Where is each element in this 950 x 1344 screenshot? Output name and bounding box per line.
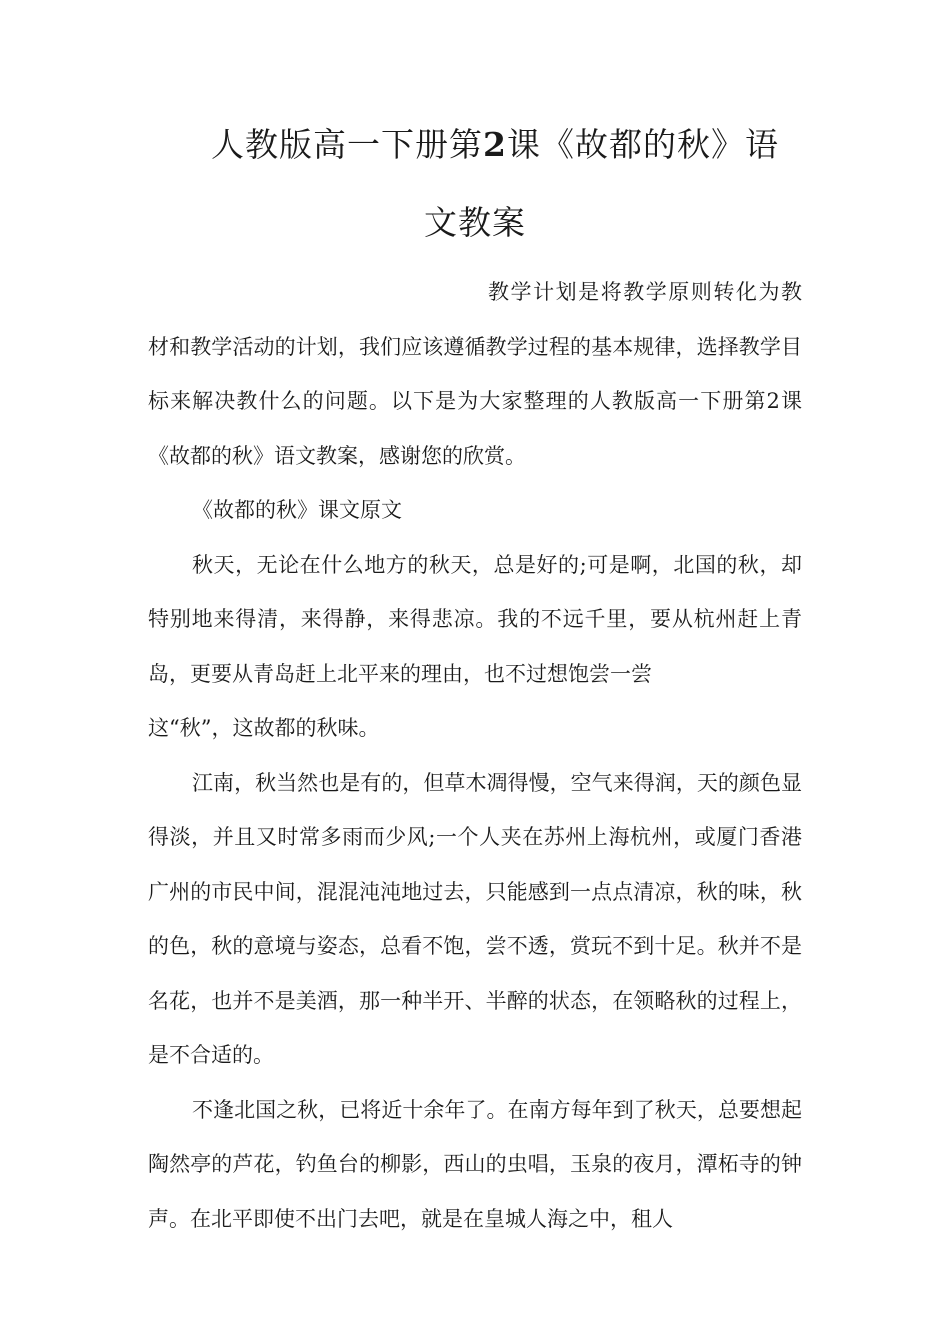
document-title-line1: [148, 110, 802, 180]
document-body: [148, 265, 802, 1246]
body-paragraph-1-continued: 这“秋”，这故都的秋味。: [148, 716, 380, 740]
section-heading: 《故都的秋》课文原文: [192, 498, 402, 522]
title-text-b: 课《故都的秋》语: [506, 125, 779, 164]
body-paragraph-2: 江南，秋当然也是有的，但草木凋得慢，空气来得润，天的颜色显得淡，并且又时常多雨而少风;一个人夹在苏州上海杭州，或厦门香港广州的市民中间，混混沌沌地过去，只能感到一点点清凉，秋的味，秋的色，秋的意境与姿态，总看不饱，尝不透，赏玩不到十足。秋并不是名花，也并不是美酒，那一种半开、半醉的状态，在领略秋的过程上，是不合适的。: [148, 770, 802, 1067]
body-paragraph-3: 不逢北国之秋，已将近十余年了。在南方每年到了秋天，总要想起陶然亭的芦花，钓鱼台的柳影，西山的虫唱，玉泉的夜月，潭柘寺的钟声。在北平即使不出门去吧，就是在皇城人海之中，租人: [148, 1097, 802, 1231]
title-lesson-number: 2: [483, 125, 507, 164]
body-paragraph-1: 秋天，无论在什么地方的秋天，总是好的;可是啊，北国的秋，却特别地来得清，来得静，来得悲凉。我的不远千里，要从杭州赶上青岛，更要从青岛赶上北平来的理由，也不过想饱尝一尝: [148, 552, 802, 686]
document-title-line2: 文教案: [424, 203, 526, 242]
intro-paragraph: 教学计划是将教学原则转化为教材和教学活动的计划，我们应该遵循教学过程的基本规律，选择教学目标来解决教什么的问题。以下是为大家整理的人教版高一下册第2课《故都的秋》语文教案，感谢您的欣赏。: [148, 280, 802, 468]
title-text-a: 人教版高一下册第: [211, 125, 484, 164]
